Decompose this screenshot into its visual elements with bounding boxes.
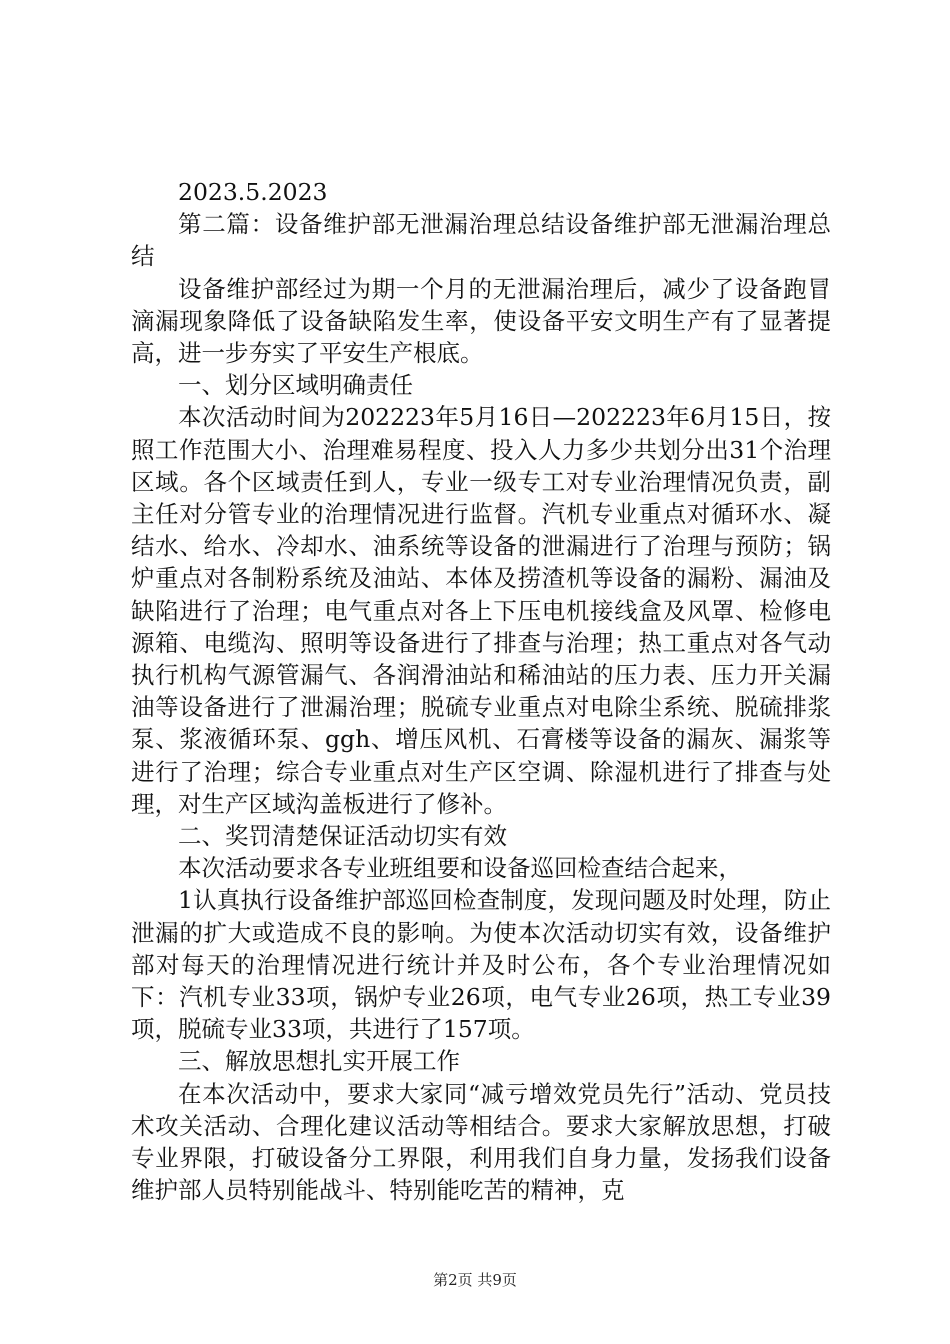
paragraph-inspection: 本次活动要求各专业班组要和设备巡回检查结合起来， bbox=[178, 854, 742, 883]
heading-one: 一、划分区域明确责任 bbox=[178, 371, 413, 400]
section-title: 第二篇：设备维护部无泄漏治理总结设备维护部无泄漏治理总结 bbox=[131, 210, 831, 271]
paragraph-activity-scope: 本次活动时间为202223年5月16日—202223年6月15日，按照工作范围大小、治理难易程度、投入人力多少共划分出31个治理区域。各个区域责任到人，专业一级专工对专业治理情况负责，副主任对分管专业的治理情况进行监督。汽机专业重点对循环水、凝结水、给水、冷却水、油系统等设备的泄漏进行了治理与预防；锅炉重点对各制粉系统及油站、本体及捞渣机等设备的漏粉、漏油及缺陷进行了治理；电气重点对各上下压电机接线盒及风罩、检修电源箱、电缆沟、照明等设备进行了排查与治理；热工重点对各气动执行机构气源管漏气、各润滑油站和稀油站的压力表、压力开关漏油等设备进行了泄漏治理；脱硫专业重点对电除尘系统、脱硫排浆泵、浆液循环泵、ggh、增压风机、石膏楼等设备的漏灰、漏浆等进行了治理；综合专业重点对生产区空调、除湿机进行了排查与处理，对生产区域沟盖板进行了修补。 bbox=[131, 403, 832, 818]
heading-three: 三、解放思想扎实开展工作 bbox=[178, 1047, 460, 1076]
date-line: 2023.5.2023 bbox=[178, 178, 328, 206]
paragraph-mindset: 在本次活动中，要求大家同“减亏增效党员先行”活动、党员技术攻关活动、合理化建议活动等相结合。要求大家解放思想，打破专业界限，打破设备分工界限，利用我们自身力量，发扬我们设备维护部人员特别能战斗、特别能吃苦的精神，克 bbox=[131, 1079, 831, 1205]
heading-two: 二、奖罚清楚保证活动切实有效 bbox=[178, 822, 507, 851]
paragraph-statistics: 1认真执行设备维护部巡回检查制度，发现问题及时处理，防止泄漏的扩大或造成不良的影响。为使本次活动切实有效，设备维护部对每天的治理情况进行统计并及时公布，各个专业治理情况如下：汽机专业33项，锅炉专业26项，电气专业26项，热工专业39项，脱硫专业33项，共进行了157项。 bbox=[131, 886, 831, 1044]
page-number-footer: 第2页 共9页 bbox=[433, 1271, 517, 1289]
intro-paragraph: 设备维护部经过为期一个月的无泄漏治理后，减少了设备跑冒滴漏现象降低了设备缺陷发生率，使设备平安文明生产有了显著提高，进一步夯实了平安生产根底。 bbox=[131, 274, 831, 368]
document-body bbox=[131, 176, 831, 1207]
